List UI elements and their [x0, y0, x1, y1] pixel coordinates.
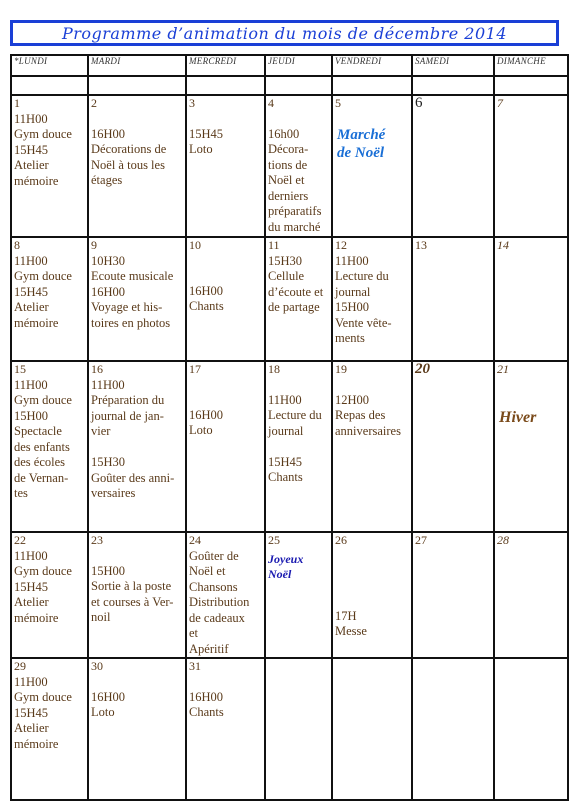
- day-events: 11H00 Gym douce 15H45 Atelier mémoire: [14, 253, 72, 330]
- page-title: Programme d’animation du mois de décembre 2014: [61, 23, 508, 43]
- day-events: 16H00 Loto: [189, 407, 224, 437]
- day-cell: [494, 95, 568, 237]
- day-events: Goûter de Noël et Chansons Distribution de cadeaux et Apéritif: [189, 548, 250, 656]
- day-cell: [186, 658, 265, 800]
- day-cell: [186, 95, 265, 237]
- week-row: [11, 532, 568, 658]
- day-number: 23: [91, 533, 103, 547]
- day-cell: [11, 237, 88, 361]
- spacer-cell: [88, 76, 186, 95]
- day-events: 16H00 Décorations de Noël à tous les étages: [91, 126, 167, 187]
- day-cell: [11, 532, 88, 658]
- day-number: 24: [189, 533, 201, 547]
- day-cell: [265, 95, 332, 237]
- header-row: [11, 55, 568, 76]
- day-cell: [332, 361, 412, 532]
- day-cell: [412, 361, 494, 532]
- day-cell: [186, 532, 265, 658]
- day-cell: [11, 95, 88, 237]
- day-cell: [265, 532, 332, 658]
- day-cell: [11, 361, 88, 532]
- merry-christmas-label: Joyeux Noël: [268, 551, 304, 581]
- day-number: 3: [189, 96, 195, 110]
- day-cell: [265, 361, 332, 532]
- day-cell: [11, 658, 88, 800]
- day-cell: [88, 95, 186, 237]
- spacer-cell: [494, 76, 568, 95]
- day-number: 16: [91, 362, 103, 376]
- day-number: 11: [268, 238, 280, 252]
- day-events: 16H00 Chants: [189, 283, 224, 313]
- day-number: 21: [497, 362, 509, 376]
- day-number: 4: [268, 96, 274, 110]
- day-events: 10H30 Ecoute musicale 16H00 Voyage et his- toires en photos: [91, 253, 174, 330]
- spacer-cell: [265, 76, 332, 95]
- header-saturday: SAMEDI: [412, 55, 494, 76]
- header-friday: VENDREDI: [332, 55, 412, 76]
- week-row: [11, 361, 568, 532]
- day-events: 15H30 Cellule d’écoute et de partage: [268, 253, 324, 314]
- day-number: 17: [189, 362, 201, 376]
- day-cell: [494, 237, 568, 361]
- day-cell: [332, 237, 412, 361]
- day-events: 11H00 Préparation du journal de jan- vier 15H30 Goûter des anni- versaires: [91, 377, 175, 500]
- day-number: 1: [14, 96, 20, 110]
- header-thursday: JEUDI: [265, 55, 332, 76]
- day-cell: [494, 658, 568, 800]
- spacer-cell: [186, 76, 265, 95]
- day-cell: [332, 95, 412, 237]
- week-row: [11, 237, 568, 361]
- day-number: 2: [91, 96, 97, 110]
- day-cell: [88, 237, 186, 361]
- calendar-table: [10, 54, 569, 801]
- day-cell: [186, 237, 265, 361]
- day-number: 8: [14, 238, 20, 252]
- day-cell: [88, 658, 186, 800]
- day-events: 11H00 Gym douce 15H45 Atelier mémoire: [14, 111, 72, 188]
- day-number: 29: [14, 659, 26, 673]
- day-events: 16H00 Loto: [91, 689, 126, 719]
- day-events: 11H00 Gym douce 15H45 Atelier mémoire: [14, 548, 72, 625]
- day-events: 11H00 Lecture du journal 15H45 Chants: [268, 392, 322, 484]
- day-number: 14: [497, 238, 509, 252]
- christmas-market-label: Marché de Noël: [337, 126, 386, 161]
- day-events: 16H00 Chants: [189, 689, 224, 719]
- day-number: 15: [14, 362, 26, 376]
- day-cell: [88, 361, 186, 532]
- day-number: 26: [335, 533, 347, 547]
- day-number: 22: [14, 533, 26, 547]
- day-number: 5: [335, 96, 341, 110]
- day-events: 15H45 Loto: [189, 126, 224, 156]
- day-cell: [412, 532, 494, 658]
- day-cell: [494, 361, 568, 532]
- winter-label: Hiver: [499, 408, 537, 426]
- day-number: 10: [189, 238, 201, 252]
- spacer-cell: [412, 76, 494, 95]
- day-cell: [332, 658, 412, 800]
- day-events: 16h00 Décora- tions de Noël et derniers préparatifs du marché: [268, 126, 322, 234]
- week-row: [11, 658, 568, 800]
- day-number: 7: [497, 96, 503, 110]
- day-cell: [186, 361, 265, 532]
- day-cell: [265, 237, 332, 361]
- week-row: [11, 95, 568, 237]
- header-sunday: DIMANCHE: [494, 55, 568, 76]
- day-number: 18: [268, 362, 280, 376]
- title-box: [10, 20, 559, 46]
- day-events: 12H00 Repas des anniversaires: [335, 392, 401, 438]
- day-events: 11H00 Gym douce 15H45 Atelier mémoire: [14, 674, 72, 751]
- day-cell: [332, 532, 412, 658]
- day-number: 9: [91, 238, 97, 252]
- header-tuesday: MARDI: [88, 55, 186, 76]
- day-events: 11H00 Gym douce 15H00 Spectacle des enfants des écoles de Vernan- tes: [14, 377, 72, 500]
- spacer-cell: [11, 76, 88, 95]
- day-number: 6: [415, 95, 423, 111]
- day-number: 25: [268, 533, 280, 547]
- day-cell: [88, 532, 186, 658]
- day-cell: [494, 532, 568, 658]
- day-number: 20: [415, 361, 430, 377]
- day-cell: [265, 658, 332, 800]
- day-number: 28: [497, 533, 509, 547]
- header-monday: *LUNDI: [11, 55, 88, 76]
- day-number: 31: [189, 659, 201, 673]
- day-cell: [412, 237, 494, 361]
- day-cell: [412, 95, 494, 237]
- day-number: 13: [415, 238, 427, 252]
- day-events: 15H00 Sortie à la poste et courses à Ver- noil: [91, 563, 174, 624]
- day-number: 19: [335, 362, 347, 376]
- day-number: 27: [415, 533, 427, 547]
- day-events: 11H00 Lecture du journal 15H00 Vente vête- ments: [335, 253, 392, 345]
- header-wednesday: MERCREDI: [186, 55, 265, 76]
- day-cell: [412, 658, 494, 800]
- day-number: 30: [91, 659, 103, 673]
- spacer-cell: [332, 76, 412, 95]
- spacer-row: [11, 76, 568, 95]
- day-number: 12: [335, 238, 347, 252]
- day-events: 17H Messe: [335, 608, 367, 638]
